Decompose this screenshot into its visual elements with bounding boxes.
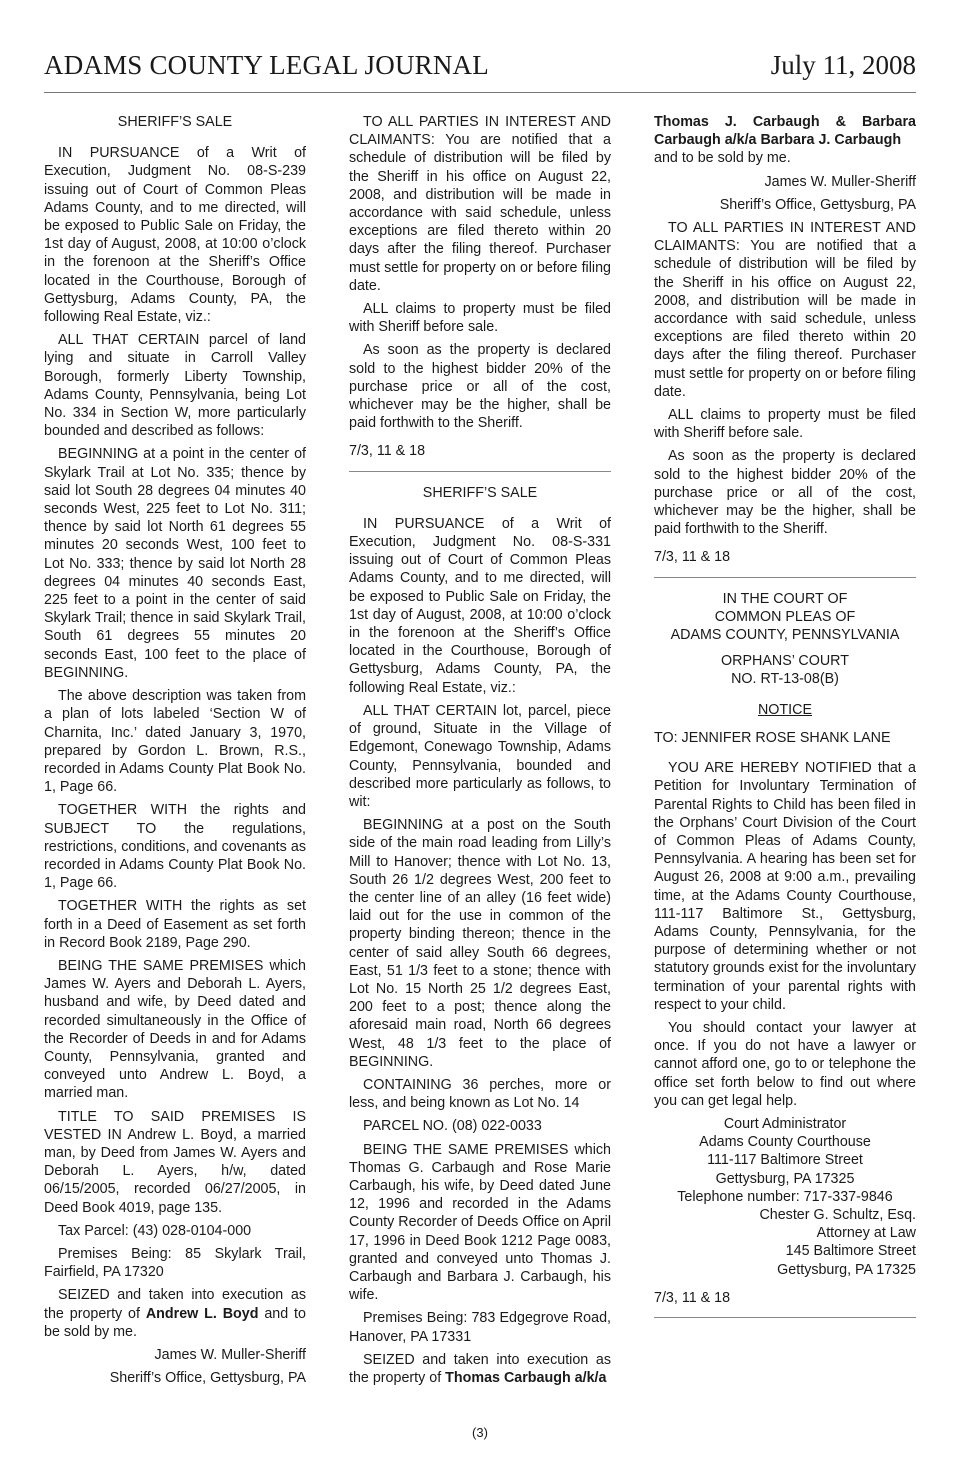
courthouse: Adams County Courthouse [699, 1134, 871, 1151]
notice-paragraph: BEING THE SAME PREMISES which Thomas G. Carbaugh and Rose Marie Carbaugh, his wife, by Deed dated June 12, 1996 and recorded in the Adams County Recorder of Deeds Office on April 17, 1996 in Deed Book 1212 Page 0083, granted and conveyed unto Thomas J. Carbaugh and Barbara J. Carbaugh, his wife. [349, 1141, 611, 1304]
column-2 [349, 113, 611, 1392]
notice-paragraph: As soon as the property is declared sold to the highest bidder 20% of the purchase price or all of the cost, whichever may be the higher, shall be paid forthwith to the Sheriff. [349, 342, 611, 432]
court-caption: COMMON PLEAS OF [714, 608, 856, 625]
section-divider [654, 1317, 916, 1318]
case-number: NO. RT-13-08(B) [731, 671, 839, 688]
notice-paragraph: The above description was taken from a plan of lots labeled ‘Section W of Charnita, Inc.’ dated January 3, 1970, prepared by Gordon L. Brown, R.S., recorded in Adams County Plat Book No. 1, Page 66. [44, 688, 306, 796]
seized-statement: SEIZED and taken into execution as the property of Andrew L. Boyd and to be sold by me. [44, 1287, 306, 1340]
defendant-name: Andrew L. Boyd [145, 1305, 259, 1322]
notice-paragraph: ALL THAT CERTAIN lot, parcel, piece of ground, Situate in the Village of Edgemont, Conewago Township, Adams County, Pennsylvania, bounded and described more particularly as follows, to wit: [349, 702, 611, 810]
courthouse-city: Gettysburg, PA 17325 [715, 1170, 855, 1187]
tax-parcel: Tax Parcel: (43) 028-0104-000 [58, 1222, 252, 1239]
notice-paragraph: BEGINNING at a point in the center of Skylark Trail at Lot No. 335; thence by said lot South 28 degrees 04 minutes 40 seconds West, 225 feet to Lot No. 311; thence by said lot North 61 degrees 55 minutes 20 seconds West, 100 feet to Lot No. 333; thence by said lot North 28 degrees 04 minutes 40 seconds East, 225 feet to a point in the center of said Skylark Trail; thence in said Skylark Trail, South 61 degrees 55 minutes 20 seconds East, 100 feet to the place of BEGINNING. [44, 446, 306, 681]
notice-paragraph: TITLE TO SAID PREMISES IS VESTED IN Andrew L. Boyd, a married man, by Deed from James W. Ayers and Deborah L. Ayers, h/w, dated 06/15/2005, recorded 06/27/2005, in Deed Book 4019, page 135. [44, 1108, 306, 1216]
notice-paragraph: IN PURSUANCE of a Writ of Execution, Judgment No. 08-S-239 issuing out of Court of Common Pleas Adams County, and to me directed, will be exposed to Public Sale on Friday, the 1st day of August, 2008, at 10:00 o’clock in the forenoon at the Sheriff’s Office located in the Courthouse, Borough of Gettysburg, Adams County, PA, the following Real Estate, viz.: [44, 145, 306, 326]
notice-paragraph: TO ALL PARTIES IN INTEREST AND CLAIMANTS: You are notified that a schedule of distribution will be filed by the Sheriff in his office on August 22, 2008, and distribution will be made in accordance with said schedule, unless exceptions are filed thereto within 20 days after the filing thereof. Purchaser must settle for property on or before filing date. [654, 220, 916, 400]
sheriff-signature: James W. Muller-Sheriff [764, 173, 916, 190]
notice-paragraph: BEGINNING at a post on the South side of the main road leading from Lilly’s Mill to Hanover; thence with Lot No. 13, South 26 1/2 degrees West, 200 feet to the center line of an alley (16 feet wide) laid out for the use in common of the property binding thereon; thence in the center of said alley South 66 degrees, East, 51 1/3 feet to a stone; thence with Lot No. 15 North 25 1/2 degrees East, 200 feet to a post; thence along the aforesaid main road, North 66 degrees West, 48 1/3 feet to the place of BEGINNING. [349, 817, 611, 1070]
court-caption: ADAMS COUNTY, PENNSYLVANIA [670, 627, 900, 644]
attorney-city: Gettysburg, PA 17325 [777, 1261, 916, 1278]
sheriff-office: Sheriff’s Office, Gettysburg, PA [719, 196, 916, 213]
notice-paragraph: TOGETHER WITH the rights and SUBJECT TO the regulations, restrictions, conditions, and covenants as recorded in Adams County Plat Book No. 1, Page 66. [44, 802, 306, 892]
attorney-title: Attorney at Law [816, 1225, 916, 1242]
journal-title: ADAMS COUNTY LEGAL JOURNAL [44, 50, 489, 80]
publication-dates: 7/3, 11 & 18 [654, 1289, 731, 1306]
notice-paragraph: ALL claims to property must be filed with Sheriff before sale. [654, 407, 916, 442]
attorney-name: Chester G. Schultz, Esq. [759, 1206, 916, 1223]
column-1 [44, 113, 306, 1392]
premises-address: Premises Being: 783 Edgegrove Road, Hanover, PA 17331 [349, 1310, 611, 1345]
notice-paragraph: YOU ARE HEREBY NOTIFIED that a Petition for Involuntary Termination of Parental Rights to Child has been filed in the Orphans’ Court Division of the Court of Common Pleas of Adams County, Pennsylvania. A hearing has been set for August 26, 2008 at 9:00 a.m., prevailing time, at the Adams County Courthouse, 111-117 Baltimore St., Gettysburg, Adams County, Pennsylvania, for the purpose of determining whether or not statutory grounds exist for the involuntary termination of your parental rights with respect to your child. [654, 760, 916, 1013]
issue-date: July 11, 2008 [770, 50, 916, 80]
publication-dates: 7/3, 11 & 18 [349, 443, 426, 460]
court-division: ORPHANS’ COURT [721, 653, 849, 670]
column-3 [654, 113, 916, 1330]
premises-address: Premises Being: 85 Skylark Trail, Fairfield, PA 17320 [44, 1245, 306, 1281]
notice-paragraph: TO ALL PARTIES IN INTEREST AND CLAIMANTS: You are notified that a schedule of distribution will be filed by the Sheriff in his office on August 22, 2008, and distribution will be made in accordance with said schedule, unless exceptions are filed thereto within 20 days after the filing thereof. Purchaser must settle for property on or before filing date. [349, 114, 611, 294]
notice-paragraph: ALL THAT CERTAIN parcel of land lying and situate in Carroll Valley Borough, formerly Liberty Township, Adams County, Pennsylvania, being Lot No. 334 in Section W, more particularly bounded and described as follows: [44, 332, 306, 440]
notice-paragraph: As soon as the property is declared sold to the highest bidder 20% of the purchase price or all of the cost, whichever may be the higher, shall be paid forthwith to the Sheriff. [654, 448, 916, 538]
notice-paragraph: BEING THE SAME PREMISES which James W. Ayers and Deborah L. Ayers, husband and wife, by Deed dated and recorded simultaneously in the Office of the Recorder of Deeds in and for Adams County, Pennsylvania, granted and conveyed unto Andrew L. Boyd, a married man. [44, 957, 306, 1102]
attorney-street: 145 Baltimore Street [785, 1243, 916, 1260]
seized-continuation: Thomas J. Carbaugh & Barbara Carbaugh a/k/a Barbara J. Carbaugh and to be sold by me. [654, 114, 916, 167]
court-caption: IN THE COURT OF [722, 590, 848, 607]
defendant-name: Thomas Carbaugh a/k/a [445, 1370, 607, 1386]
notice-heading: SHERIFF’S SALE [422, 484, 538, 501]
page-number: (3) [472, 1425, 488, 1440]
defendant-name: Thomas J. Carbaugh & Barbara Carbaugh a/k/a Barbara J. Carbaugh [654, 114, 916, 149]
journal-header [44, 50, 916, 93]
notice-paragraph: You should contact your lawyer at once. If you do not have a lawyer or cannot afford one, go to or telephone the office set forth below to find out where you can get legal help. [654, 1019, 916, 1109]
publication-dates: 7/3, 11 & 18 [654, 549, 731, 566]
notice-heading: SHERIFF’S SALE [117, 114, 233, 130]
courthouse-phone: Telephone number: 717-337-9846 [677, 1188, 893, 1205]
courthouse-street: 111-117 Baltimore Street [707, 1152, 863, 1169]
notice-title: NOTICE [757, 701, 812, 718]
parcel-number: PARCEL NO. (08) 022-0033 [363, 1118, 542, 1135]
section-divider [349, 471, 611, 472]
notice-paragraph: IN PURSUANCE of a Writ of Execution, Judgment No. 08-S-331 issuing out of Court of Common Pleas Adams County, and to me directed, will be exposed to Public Sale on Friday, the 1st day of August, 2008, at 10:00 o’clock in the forenoon at the Sheriff’s Office located in the Courthouse, Borough of Gettysburg, Adams County, PA, the following Real Estate, viz.: [349, 515, 611, 696]
seized-statement: SEIZED and taken into execution as the property of Thomas Carbaugh a/k/a [349, 1351, 611, 1386]
sheriff-signature: James W. Muller-Sheriff [154, 1347, 306, 1363]
sheriff-office: Sheriff’s Office, Gettysburg, PA [109, 1370, 306, 1387]
notice-recipient: TO: JENNIFER ROSE SHANK LANE [654, 729, 891, 746]
section-divider [654, 577, 916, 578]
notice-paragraph: CONTAINING 36 perches, more or less, and being known as Lot No. 14 [349, 1076, 611, 1112]
notice-paragraph: ALL claims to property must be filed with Sheriff before sale. [349, 301, 611, 336]
notice-paragraph: TOGETHER WITH the rights as set forth in a Deed of Easement as set forth in Record Book 2189, Page 290. [44, 898, 306, 951]
court-administrator: Court Administrator [723, 1115, 847, 1132]
